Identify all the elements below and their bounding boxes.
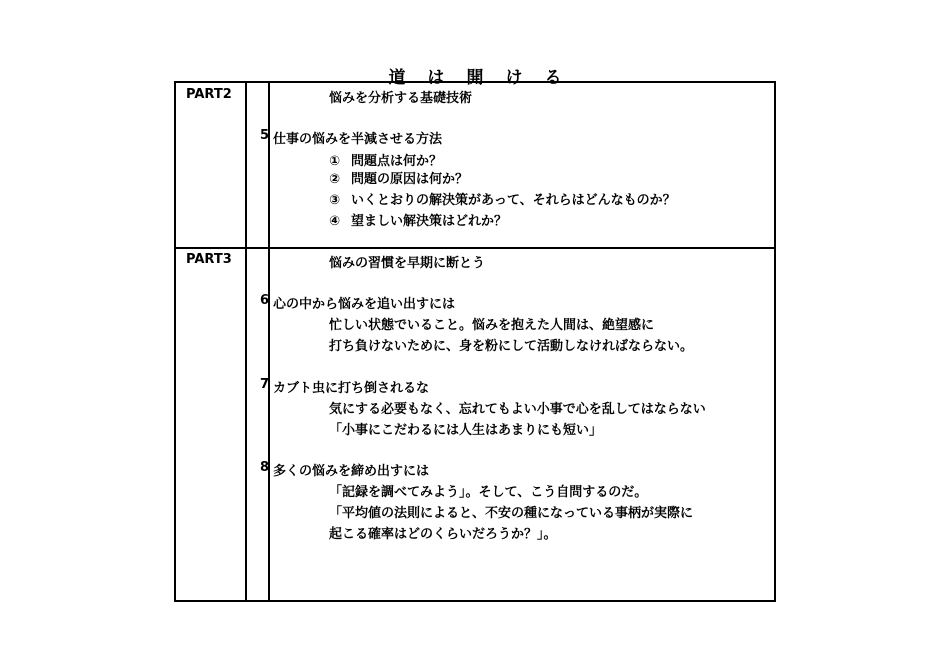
- left-border: [174, 81, 176, 602]
- section5-item-2: [329, 168, 468, 187]
- section7-number: 7: [260, 377, 270, 392]
- item-mark: ②: [329, 172, 341, 187]
- part2-title: 悩みを分析する基礎技術: [329, 91, 473, 106]
- section6-line-2: 打ち負けないために、身を粉にして活動しなければならない。: [329, 339, 694, 354]
- section7-heading: カブト虫に打ち倒されるな: [273, 381, 430, 396]
- item-mark: ③: [329, 193, 341, 208]
- section6-heading: 心の中から悩みを追い出すには: [273, 297, 456, 312]
- section6-number: 6: [260, 293, 270, 308]
- right-border: [774, 81, 776, 602]
- section8-line-2: 「平均値の法則によると、不安の種になっている事柄が実際に: [329, 506, 694, 521]
- item-mark: ④: [329, 214, 341, 229]
- section5-number: 5: [260, 128, 270, 143]
- section7-line-2: 「小事にこだわるには人生はあまりにも短い」: [329, 423, 603, 438]
- bottom-border: [174, 600, 776, 602]
- item-text: 望ましい解決策はどれか？: [351, 214, 508, 229]
- top-border: [174, 81, 776, 83]
- section6-line-1: 忙しい状態でいること。悩みを抱えた人間は、絶望感に: [329, 318, 655, 333]
- item-text: 問題点は何か？: [351, 154, 443, 169]
- page-title: 道は開ける: [388, 68, 584, 88]
- section8-line-1: 「記録を調べてみよう」。そして、こう自問するのだ。: [329, 485, 648, 500]
- part3-title: 悩みの習慣を早期に断とう: [329, 256, 486, 271]
- part-divider: [174, 247, 776, 249]
- outline-table: [174, 81, 776, 602]
- section5-item-1: [329, 150, 442, 169]
- section8-number: 8: [260, 460, 270, 475]
- section5-heading: 仕事の悩みを半減させる方法: [273, 132, 443, 147]
- section8-heading: 多くの悩みを締め出すには: [273, 464, 430, 479]
- column-divider-2: [268, 81, 270, 602]
- section8-line-3: 起こる確率はどのくらいだろうか？」。: [329, 527, 557, 542]
- column-divider-1: [245, 81, 247, 602]
- item-mark: ①: [329, 154, 341, 169]
- section5-item-3: [329, 189, 676, 208]
- item-text: 問題の原因は何か？: [351, 172, 469, 187]
- section7-line-1: 気にする必要もなく、忘れてもよい小事で心を乱してはならない: [329, 402, 706, 417]
- item-text: いくとおりの解決策があって、それらはどんなものか？: [351, 193, 676, 208]
- part3-label: PART3: [186, 252, 232, 267]
- section5-item-4: [329, 210, 507, 229]
- part2-label: PART2: [186, 87, 232, 102]
